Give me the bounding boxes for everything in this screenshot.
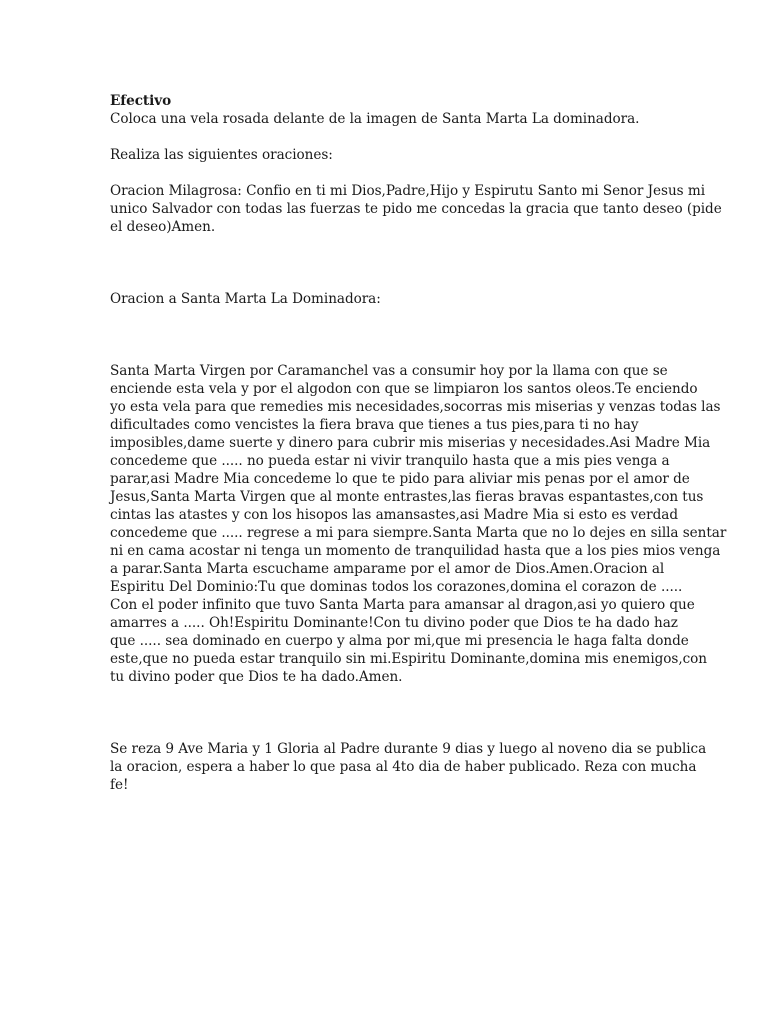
paragraph-line: cintas las atastes y con los hisopos las amansastes,asi Madre Mia si esto es verdad: [110, 507, 678, 523]
paragraph-line: concedeme que ..... regrese a mi para siempre.Santa Marta que no lo dejes en silla sentar: [110, 525, 727, 541]
paragraph-line: amarres a ..... Oh!Espiritu Dominante!Con tu divino poder que Dios te ha dado haz: [110, 615, 678, 631]
paragraph-line: Con el poder infinito que tuvo Santa Marta para amansar al dragon,asi yo quiero que: [110, 597, 695, 613]
paragraph-line: el deseo)Amen.: [110, 219, 216, 235]
oracion-milagrosa-paragraph: [110, 182, 722, 236]
paragraph-line: yo esta vela para que remedies mis necesidades,socorras mis miserias y venzas todas las: [110, 399, 721, 415]
paragraph-line: unico Salvador con todas las fuerzas te pido me concedas la gracia que tanto deseo (pide: [110, 201, 722, 217]
paragraph-line: dificultades como vencistes la fiera brava que tienes a tus pies,para ti no hay: [110, 417, 639, 433]
paragraph-line: enciende esta vela y por el algodon con que se limpiaron los santos oleos.Te enciendo: [110, 381, 698, 397]
santa-marta-heading: Oracion a Santa Marta La Dominadora:: [110, 291, 381, 307]
closing-paragraph: [110, 740, 707, 794]
paragraph-line: fe!: [110, 777, 129, 793]
paragraph-line: a parar.Santa Marta escuchame amparame por el amor de Dios.Amen.Oracion al: [110, 561, 665, 577]
paragraph-line: concedeme que ..... no pueda estar ni vivir tranquilo hasta que a mis pies venga a: [110, 453, 670, 469]
paragraph-line: parar,asi Madre Mia concedeme lo que te pido para aliviar mis penas por el amor de: [110, 471, 690, 487]
paragraph-line: ni en cama acostar ni tenga un momento de tranquilidad hasta que a los pies mios venga: [110, 543, 721, 559]
paragraph-line: que ..... sea dominado en cuerpo y alma por mi,que mi presencia le haga falta donde: [110, 633, 689, 649]
document-title: Efectivo: [110, 93, 172, 109]
paragraph-line: Santa Marta Virgen por Caramanchel vas a consumir hoy por la llama con que se: [110, 363, 668, 379]
intro-line: Coloca una vela rosada delante de la imagen de Santa Marta La dominadora.: [110, 111, 640, 127]
paragraph-line: la oracion, espera a haber lo que pasa al 4to dia de haber publicado. Reza con mucha: [110, 759, 697, 775]
paragraph-line: Espiritu Del Dominio:Tu que dominas todos los corazones,domina el corazon de .....: [110, 579, 683, 595]
santa-marta-paragraph: [110, 362, 727, 686]
document-page: [110, 92, 727, 794]
paragraph-line: este,que no pueda estar tranquilo sin mi.Espiritu Dominante,domina mis enemigos,con: [110, 651, 708, 667]
paragraph-line: imposibles,dame suerte y dinero para cubrir mis miserias y necesidades.Asi Madre Mia: [110, 435, 711, 451]
instructions-line: Realiza las siguientes oraciones:: [110, 147, 333, 163]
paragraph-line: Jesus,Santa Marta Virgen que al monte entrastes,las fieras bravas espantastes,con tus: [110, 489, 704, 505]
paragraph-line: tu divino poder que Dios te ha dado.Amen.: [110, 669, 403, 685]
paragraph-line: Oracion Milagrosa: Confio en ti mi Dios,Padre,Hijo y Espirutu Santo mi Senor Jesus mi: [110, 183, 706, 199]
paragraph-line: Se reza 9 Ave Maria y 1 Gloria al Padre durante 9 dias y luego al noveno dia se publica: [110, 741, 707, 757]
